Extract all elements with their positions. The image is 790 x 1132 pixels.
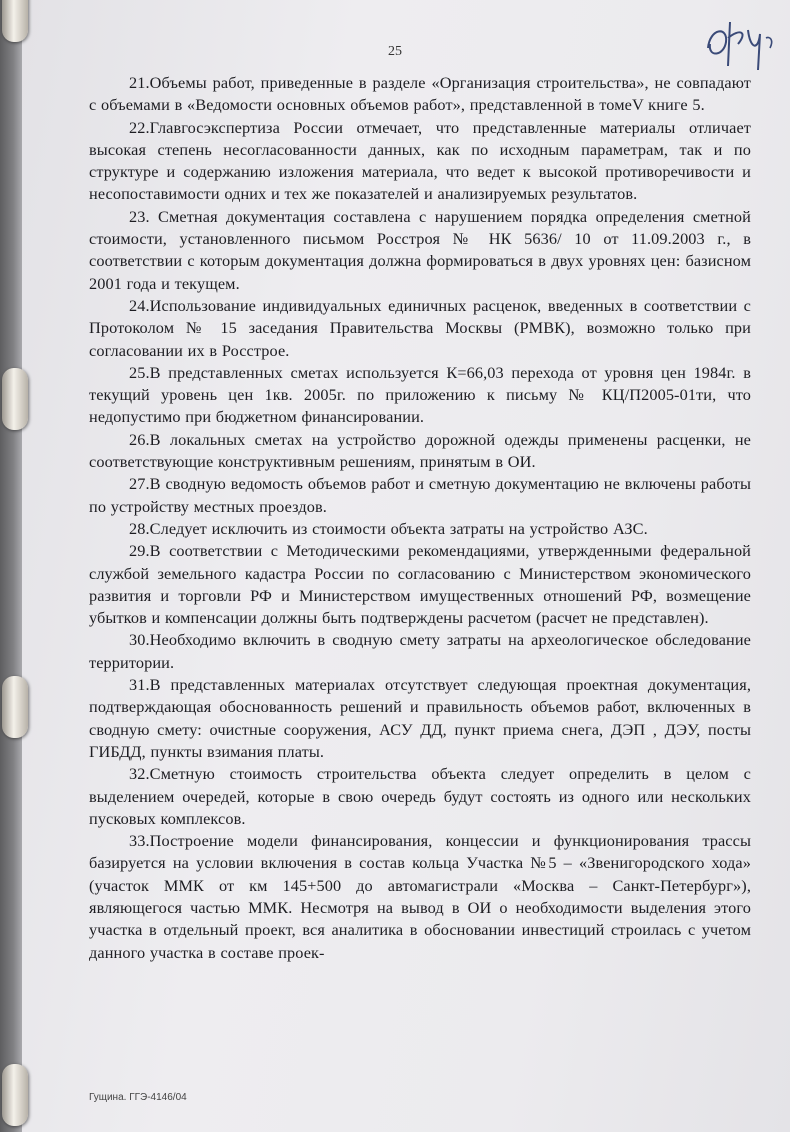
paragraph-32: 32.Сметную стоимость строительства объекта следует определить в целом с выделением очередей, которые в свою очередь будут состоять из одного или нескольких пусковых комплексов. — [89, 764, 751, 828]
binder-ring — [2, 1064, 28, 1126]
paragraph-24: 24.Использование индивидуальных единичных расценок, введенных в соответствии с Протоколом № 15 заседания Правительства Москвы (РМВК), возможно только при согласовании их в Росстрое. — [89, 295, 751, 360]
binder-ring — [2, 676, 28, 738]
paragraph-22: 22.Главгосэкспертиза России отмечает, что представленные материалы отличает высокая степень несогласованности данных, как по исходным параметрам, так и по структуре и содержанию изложения материала, что ведет к высокой противоречивости и несопоставимости одних и тех же показателей и анализируемых результатов. — [89, 117, 751, 204]
paragraph-25: 25.В представленных сметах используется К=66,03 перехода от уровня цен 1984г. в текущий уровень цен 1кв. 2005г. по приложению к письму № КЦ/П2005-01ти, что недопустимо при бюджетном финансировании. — [89, 362, 751, 427]
paragraph-31: 31.В представленных материалах отсутствует следующая проектная документация, подтверждающая обоснованность решений и правильность объемов работ, включенных в сводную смету: очистные сооружения, АСУ ДД, пункт приема снега, ДЭП , ДЭУ, посты ГИБДД, пункты взимания платы. — [89, 675, 751, 761]
paragraph-33: 33.Построение модели финансирования, концессии и функционирования трассы базируется на условии включения в состав кольца Участка №5 – «Звенигородского хода» (участок ММК от км 145+500 до автомагистрали «Москва – Санкт-Петербург»), являющегося частью ММК. Несмотря на вывод в ОИ о необходимости выделения этого участка в отдельный проект, вся аналитика в обосновании инвестиций строилась с учетом данного участка в составе проек- — [89, 831, 751, 962]
document-footer: Гущина. ГГЭ-4146/04 — [89, 1092, 187, 1103]
paragraph-21: 21.Объемы работ, приведенные в разделе «Организация строительства», не совпадают с объемами в «Ведомости основных объемов работ», представленной в томеV книге 5. — [89, 73, 751, 115]
binder-ring — [2, 368, 28, 430]
handwritten-signature — [700, 8, 780, 78]
paragraph-27: 27.В сводную ведомость объемов работ и сметную документацию не включены работы по устройству местных проездов. — [89, 474, 751, 516]
paragraph-30: 30.Необходимо включить в сводную смету затраты на археологическое обследование территории. — [89, 630, 751, 672]
paragraph-29: 29.В соответствии с Методическими рекомендациями, утвержденными федеральной службой земельного кадастра России по согласованию с Министерством экономического развития и торговли РФ и Министерством имущественных отношений РФ, возмещение убытков и компенсации должны быть подтверждены расчетом (расчет не представлен). — [89, 541, 751, 628]
paragraph-28: 28.Следует исключить из стоимости объекта затраты на устройство АЗС. — [129, 518, 648, 538]
binding-edge — [0, 0, 22, 1132]
page-number: 25 — [388, 44, 402, 59]
paragraph-23: 23. Сметная документация составлена с нарушением порядка определения сметной стоимости, установленного письмом Росстроя № НК 5636/ 10 от 11.09.2003 г., в соответствии с которым документация должна формироваться в двух уровнях цен: базисном 2001 года и текущем. — [89, 206, 751, 293]
document-body — [89, 72, 751, 964]
binder-ring — [2, 0, 28, 42]
paragraph-26: 26.В локальных сметах на устройство дорожной одежды применены расценки, не соответствующие конструктивным решениям, принятым в ОИ. — [89, 429, 751, 472]
